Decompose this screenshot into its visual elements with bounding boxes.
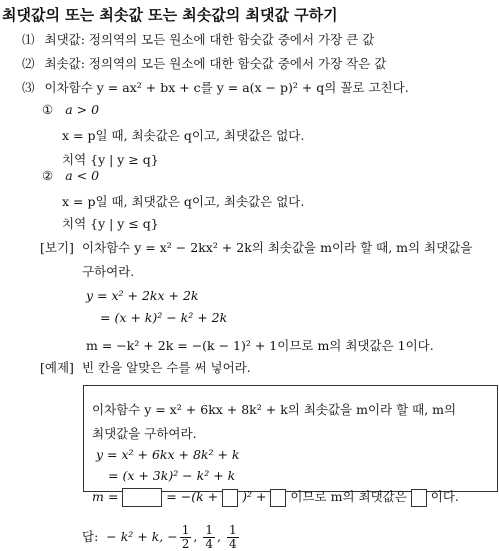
item-1-marker: ⑴ xyxy=(22,32,35,47)
example-step-2: = (x + k)² − k² + 2k xyxy=(100,310,228,325)
answer-first: − k² + k, xyxy=(106,529,164,544)
box-line-2: 최댓값을 구하여라. xyxy=(92,426,197,441)
blank-2-input[interactable] xyxy=(222,489,238,507)
item-3 xyxy=(22,78,409,96)
example-step-3: m = −k² + 2k = −(k − 1)² + 1이므로 m의 최댓값은 1이다. xyxy=(86,338,434,353)
item-2 xyxy=(22,54,386,72)
fraction-2-numerator: 1 xyxy=(205,523,214,537)
example-step-1: y = x² + 2kx + 2k xyxy=(86,288,199,303)
fraction-1 xyxy=(180,524,192,551)
item-2-text: 최솟값: 정의역의 모든 원소에 대한 함숫값 중에서 가장 작은 값 xyxy=(44,56,387,71)
box-step-2: = (x + 3k)² − k² + k xyxy=(108,468,236,483)
exercise-instruction: 빈 칸을 알맞은 수를 써 넣어라. xyxy=(82,360,251,375)
item-3-marker: ⑶ xyxy=(22,80,35,95)
item-3-text: 이차함수 y = ax² + bx + c를 y = a(x − p)² + q의 꼴로 고친다. xyxy=(44,80,409,95)
fraction-3-denominator: 4 xyxy=(228,537,237,551)
blank-4-input[interactable] xyxy=(411,489,427,507)
fraction-1-numerator: 1 xyxy=(181,523,190,537)
fraction-3 xyxy=(227,524,239,551)
box-m-prefix: m = xyxy=(92,489,119,504)
blank-1-input[interactable] xyxy=(122,488,162,507)
fraction-1-separator: , xyxy=(193,529,198,544)
box-eq-part-3: 이므로 m의 최댓값은 xyxy=(290,489,407,504)
case-1-marker: ① xyxy=(42,102,54,117)
example-line-2: 구하여라. xyxy=(82,264,135,279)
page-title: 최댓값의 또는 최솟값 또는 최솟값의 최댓값 구하기 xyxy=(2,6,338,24)
fraction-2-separator: , xyxy=(217,529,221,544)
item-1 xyxy=(22,30,374,48)
fraction-3-numerator: 1 xyxy=(228,523,237,537)
case-2-condition: a < 0 xyxy=(65,168,100,183)
item-1-text: 최댓값: 정의역의 모든 원소에 대한 함숫값 중에서 가장 큰 값 xyxy=(44,32,375,47)
answer-label: 답: xyxy=(82,529,99,544)
box-eq-part-1: = −(k + xyxy=(166,489,219,504)
blank-3-input[interactable] xyxy=(270,489,286,507)
box-eq-part-4: 이다. xyxy=(430,489,459,504)
case-2-line: x = p일 때, 최댓값은 q이고, 최솟값은 없다. xyxy=(62,194,305,209)
fraction-1-denominator: 2 xyxy=(181,537,190,551)
answer-fraction-2 xyxy=(201,523,225,551)
answer-fraction-1 xyxy=(167,523,201,551)
box-step-1: y = x² + 6kx + 8k² + k xyxy=(96,447,240,462)
fraction-2-denominator: 4 xyxy=(205,537,214,551)
case-2-marker: ② xyxy=(42,168,54,183)
item-2-marker: ⑵ xyxy=(22,56,35,71)
case-1-line: x = p일 때, 최솟값은 q이고, 최댓값은 없다. xyxy=(62,128,305,143)
example-label: [보기] xyxy=(40,240,74,255)
case-1-condition: a > 0 xyxy=(65,102,100,117)
box-equation-row xyxy=(92,486,459,508)
answer-fraction-3 xyxy=(225,523,241,551)
example-line-1: 이차함수 y = x² − 2kx² + 2k의 최솟값을 m이라 할 때, m의 최댓값을 xyxy=(82,240,473,255)
case-2-range: 치역 {y | y ≤ q} xyxy=(62,216,159,231)
fraction-1-sign: − xyxy=(167,529,178,544)
case-2-condition-row xyxy=(42,168,99,183)
fraction-2 xyxy=(203,524,215,551)
box-eq-part-2: )² + xyxy=(242,489,267,504)
exercise-label: [예제] xyxy=(40,360,74,375)
case-1-range: 치역 {y | y ≥ q} xyxy=(62,152,159,167)
answer-row xyxy=(82,524,241,551)
box-line-1: 이차함수 y = x² + 6kx + 8k² + k의 최솟값을 m이라 할 때, m의 xyxy=(92,402,457,417)
case-1-condition-row xyxy=(42,102,99,117)
